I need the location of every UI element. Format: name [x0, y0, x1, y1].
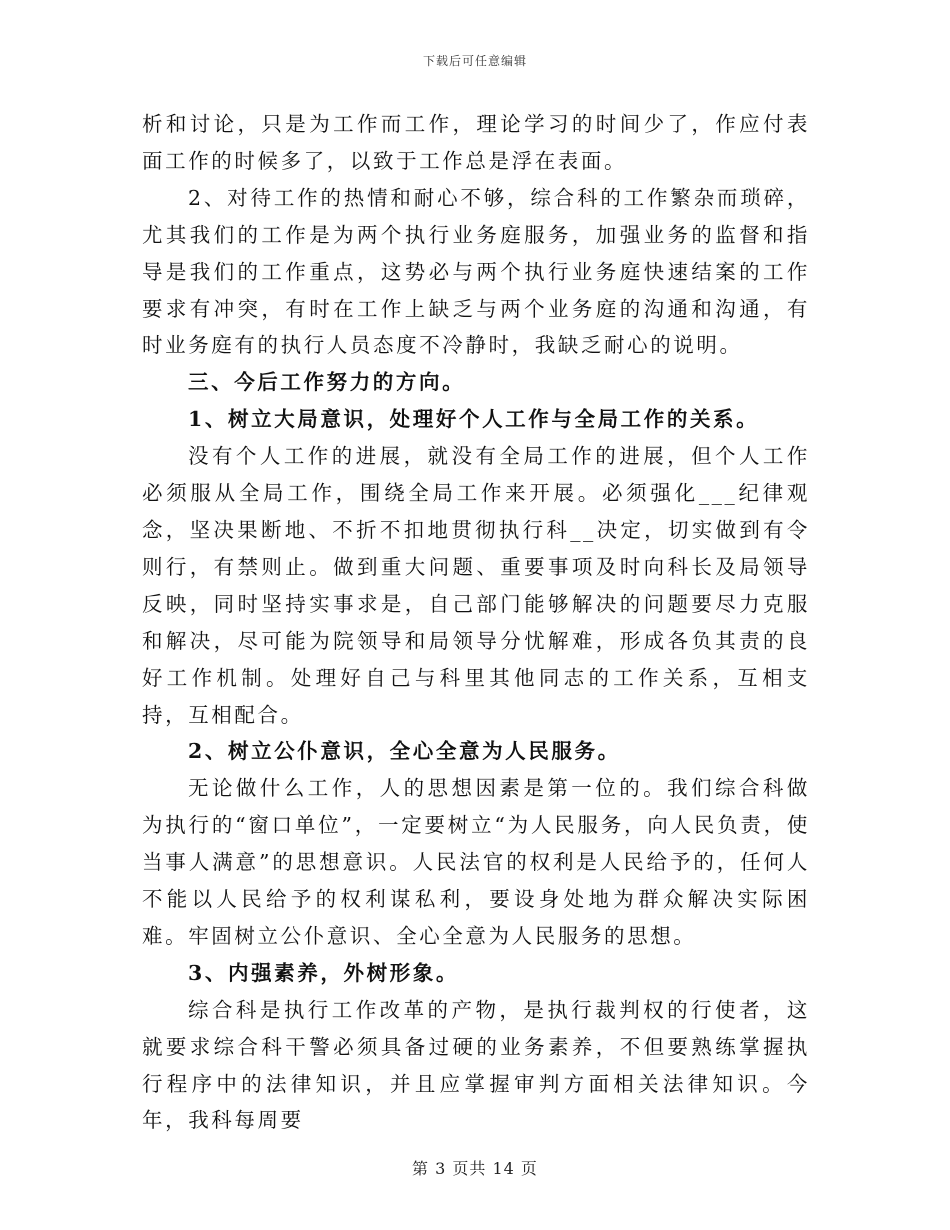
- paragraph-competence: 综合科是执行工作改革的产物，是执行裁判权的行使者，这就要求综合科干警必须具备过硬的业务素养，不但要熟练掌握执行程序中的法律知识，并且应掌握审判方面相关法律知识。今年，我科每周要: [142, 997, 810, 1133]
- paragraph-continuation: 析和讨论，只是为工作而工作，理论学习的时间少了，作应付表面工作的时候多了，以致于工作总是浮在表面。: [142, 112, 810, 173]
- subheading-1: 1、树立大局意识，处理好个人工作与全局工作的关系。: [188, 407, 760, 432]
- page-footer: 第 3 页共 14 页: [412, 1159, 538, 1178]
- section-heading-3: 三、今后工作努力的方向。: [188, 370, 466, 395]
- subheading-2: 2、树立公仆意识，全心全意为人民服务。: [188, 739, 621, 764]
- paragraph-item-2: 2、对待工作的热情和耐心不够，综合科的工作繁杂而琐碎，尤其我们的工作是为两个执行业务庭服务，加强业务的监督和指导是我们的工作重点，这势必与两个执行业务庭快速结案的工作要求有冲突，有时在工作上缺乏与两个业务庭的沟通和沟通，有时业务庭有的执行人员态度不冷静时，我缺乏耐心的说明。: [142, 185, 810, 358]
- page-header: 下载后可任意编辑: [422, 54, 527, 68]
- subheading-3: 3、内强素养，外树形象。: [188, 960, 459, 985]
- paragraph-big-picture: 没有个人工作的进展，就没有全局工作的进展，但个人工作必须服从全局工作，围绕全局工作来开展。必须强化___纪律观念，坚决果断地、不折不扣地贯彻执行科__决定，切实做到有令则行，有禁则止。做到重大问题、重要事项及时向科长及局领导反映，同时坚持实事求是，自己部门能够解决的问题要尽力克服和解决，尽可能为院领导和局领导分忧解难，形成各负其责的良好工作机制。处理好自己与科里其他同志的工作关系，互相支持，互相配合。: [142, 444, 810, 727]
- paragraph-public-servant: 无论做什么工作，人的思想因素是第一位的。我们综合科做为执行的“窗口单位”，一定要树立“为人民服务，向人民负责，使当事人满意”的思想意识。人民法官的权利是人民给予的，任何人不能以人民给予的权利谋私利，要设身处地为群众解决实际困难。牢固树立公仆意识、全心全意为人民服务的思想。: [142, 776, 810, 948]
- document-body: [142, 106, 810, 1139]
